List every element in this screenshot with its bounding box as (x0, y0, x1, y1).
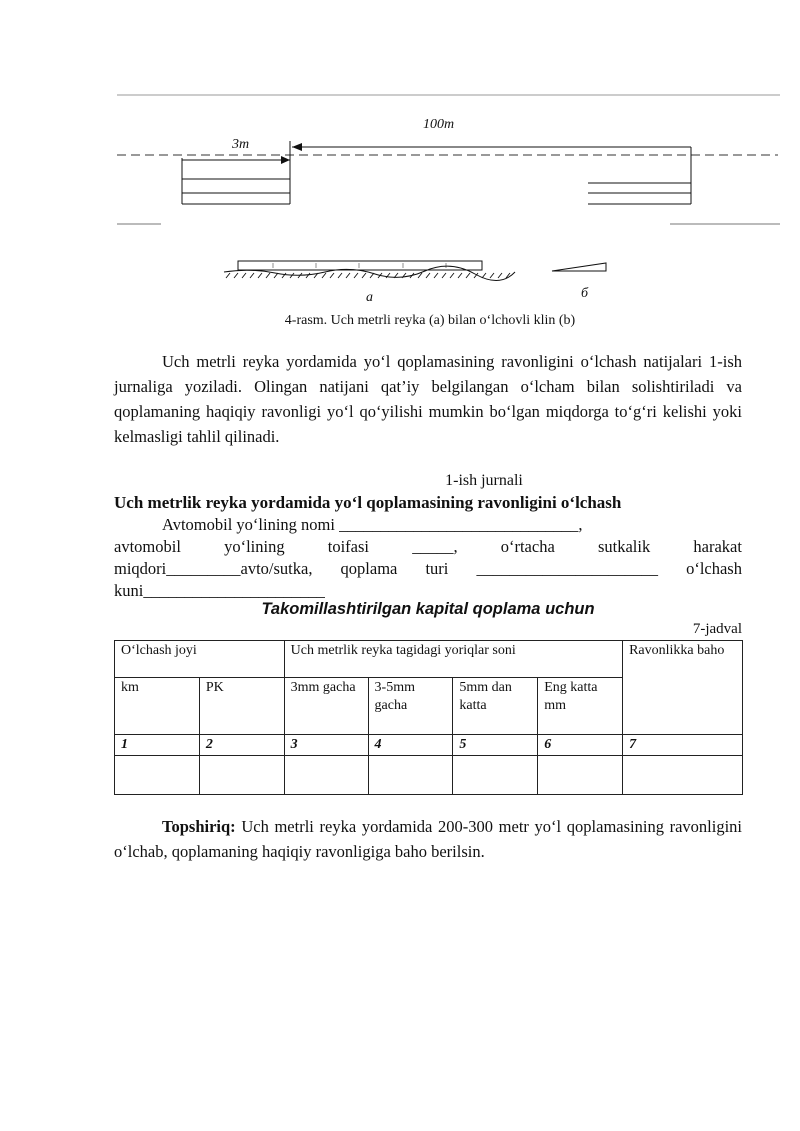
header-km: km (115, 678, 200, 735)
category-field: _____, (412, 537, 458, 556)
arrow-head-3m (281, 156, 290, 164)
label-a: a (366, 290, 373, 305)
arrow-head-100m (292, 143, 302, 151)
table-column-numbers (115, 735, 743, 756)
header-location: O‘lchash joyi (115, 641, 285, 678)
road-category-line (114, 536, 742, 558)
col-number: 7 (623, 735, 743, 756)
dimension-100m-label: 100m (423, 117, 455, 132)
table-cell (623, 756, 743, 795)
table-name: Takomillashtirilgan kapital qoplama uchun (261, 600, 595, 618)
table-cell (199, 756, 284, 795)
col-number: 4 (368, 735, 453, 756)
word: avtomobil (114, 537, 181, 556)
table-cell (538, 756, 623, 795)
word: o‘lchash (686, 559, 742, 578)
table-cell (115, 756, 200, 795)
word: harakat (693, 537, 742, 556)
road-name-field: Avtomobil yo‘lining nomi _____________________________, (162, 515, 583, 534)
table-header-row-1 (115, 641, 743, 678)
table-cell (453, 756, 538, 795)
dimension-3m-label: 3m (232, 137, 250, 152)
traffic-field: miqdori_________avto/sutka, (114, 559, 313, 578)
table-cell (284, 756, 368, 795)
word: turi (425, 559, 449, 578)
word: toifasi (327, 537, 370, 556)
word: o‘rtacha (500, 537, 555, 556)
pavement-type-field: ______________________ (476, 559, 658, 578)
figure-caption: 4-rasm. Uch metrli reyka (a) bilan o‘lchovli klin (b) (284, 313, 576, 328)
header-3-5mm: 3-5mm gacha (368, 678, 453, 735)
col-number: 6 (538, 735, 623, 756)
col-number: 1 (115, 735, 200, 756)
table-row (115, 756, 743, 795)
traffic-line (114, 558, 742, 580)
wedge-illustration (552, 263, 606, 271)
header-5mm-plus: 5mm dan katta (453, 678, 538, 735)
figure-4 (0, 0, 800, 310)
word: yo‘lining (224, 537, 285, 556)
col-number: 3 (284, 735, 368, 756)
intro-paragraph (114, 349, 742, 449)
table-cell (368, 756, 453, 795)
task-label: Topshiriq: (162, 817, 236, 836)
header-pk: PK (199, 678, 284, 735)
table-number: 7-jadval (692, 621, 742, 637)
col-number: 5 (453, 735, 538, 756)
journal-table (114, 640, 743, 795)
word: sutkalik (597, 537, 651, 556)
task-paragraph (114, 814, 742, 864)
reyka-illustration (224, 261, 515, 281)
journal-title: 1-ish jurnali (445, 472, 523, 489)
journal-heading: Uch metrlik reyka yordamida yo‘l qoplamasining ravonligini o‘lchash (114, 493, 622, 512)
word: qoplama (340, 559, 398, 578)
date-line: kuni______________________ (114, 581, 325, 600)
header-rating: Ravonlikka baho (623, 641, 743, 735)
header-cracks: Uch metrlik reyka tagidagi yoriqlar soni (284, 641, 622, 678)
col-number: 2 (199, 735, 284, 756)
road-name-line (114, 514, 742, 536)
header-3mm: 3mm gacha (284, 678, 368, 735)
task-text: Uch metrli reyka yordamida 200-300 metr yo‘l qoplamasining ravonligini o‘lchab, qoplamaning haqiqiy ravonligiga baho berilsin. (114, 817, 742, 861)
label-b: б (581, 286, 589, 301)
header-max-mm: Eng katta mm (538, 678, 623, 735)
intro-text: Uch metrli reyka yordamida yo‘l qoplamasining ravonligini o‘lchash natijalari 1-ish jurnaliga yoziladi. Olingan natijani qat’iy belgilangan o‘lcham bilan solishtiriladi va qoplamaning haqiqiy ravonligi yo‘l qo‘yilishi mumkin bo‘lgan miqdorga to‘g‘ri kelishi yoki kelmasligi tahlil qilinadi. (114, 352, 742, 446)
